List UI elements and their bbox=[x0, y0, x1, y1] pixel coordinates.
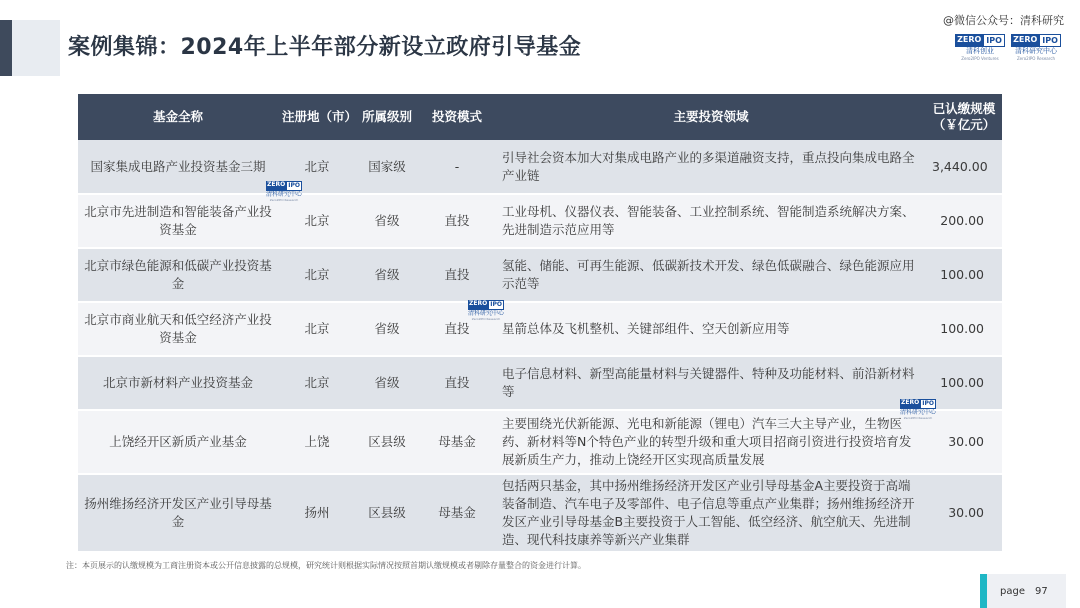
cell-amount: 200.00 bbox=[926, 194, 1002, 248]
cell-level: 国家级 bbox=[356, 140, 418, 194]
page-title: 案例集锦：2024年上半年部分新设立政府引导基金 bbox=[68, 35, 582, 60]
header-amount: 已认缴规模（￥亿元） bbox=[926, 94, 1002, 140]
cell-location: 北京 bbox=[278, 248, 356, 302]
table-row bbox=[78, 410, 1002, 474]
logo-cn-text: 清科创业 bbox=[966, 47, 994, 55]
cell-field: 氢能、储能、可再生能源、低碳新技术开发、绿色低碳融合、绿色能源应用示范等 bbox=[496, 248, 926, 302]
header-fund-name: 基金全称 bbox=[78, 94, 278, 140]
cell-level: 省级 bbox=[356, 194, 418, 248]
table-row bbox=[78, 302, 1002, 356]
logo-cn-text: 清科研究中心 bbox=[265, 191, 302, 198]
logo-ipo-text: IPO bbox=[288, 182, 300, 189]
logo-cn-text: 清科研究中心 bbox=[1015, 47, 1057, 55]
logo-zero-text: ZERO bbox=[468, 300, 488, 310]
cell-level: 区县级 bbox=[356, 474, 418, 552]
cell-mode: 直投 bbox=[418, 248, 496, 302]
cell-location: 北京 bbox=[278, 140, 356, 194]
cell-mode: 直投 bbox=[418, 356, 496, 410]
cell-field: 包括两只基金，其中扬州维扬经济开发区产业引导母基金A主要投资于高端装备制造、汽车电子及零部件、电子信息等重点产业集群；扬州维扬经济开发区产业引导母基金B主要投资于人工智能、低空经济、航空航天、先进制造、现代科技康养等新兴产业集群 bbox=[496, 474, 926, 552]
cell-field: 星箭总体及飞机整机、关键部组件、空天创新应用等 bbox=[496, 302, 926, 356]
footnote: 注：本页展示的认缴规模为工商注册资本或公开信息披露的总规模，研究统计则根据实际情况按照首期认缴规模或者剔除存量整合的资金进行计算。 bbox=[66, 561, 586, 570]
cell-mode: 母基金 bbox=[418, 474, 496, 552]
logo-en-text: Zero2IPO Ventures bbox=[961, 56, 999, 61]
zero2ipo-ventures-logo bbox=[956, 34, 1004, 62]
header-location: 注册地（市） bbox=[278, 94, 356, 140]
logo-ipo-text: IPO bbox=[490, 301, 502, 308]
cell-fund-name: 北京市新材料产业投资基金 bbox=[78, 356, 278, 410]
cell-field: 主要围绕光伏新能源、光电和新能源（锂电）汽车三大主导产业，生物医药、新材料等N个特色产业的转型升级和重大项目招商引资进行投资培育发展新质生产力，推动上饶经开区实现高质量发展 bbox=[496, 410, 926, 474]
cell-fund-name: 扬州维扬经济开发区产业引导母基金 bbox=[78, 474, 278, 552]
source-watermark: @微信公众号：清科研究 bbox=[943, 14, 1064, 27]
cell-amount: 30.00 bbox=[926, 410, 1002, 474]
page-label: page bbox=[1000, 585, 1025, 597]
cell-mode: 直投 bbox=[418, 194, 496, 248]
table-row bbox=[78, 248, 1002, 302]
cell-amount: 3,440.00 bbox=[926, 140, 1002, 194]
cell-fund-name: 国家集成电路产业投资基金三期 bbox=[78, 140, 278, 194]
cell-location: 上饶 bbox=[278, 410, 356, 474]
cell-fund-name: 北京市先进制造和智能装备产业投资基金 bbox=[78, 194, 278, 248]
logo-en-text: Zero2IPO Research bbox=[269, 198, 299, 202]
logo-ipo-text: IPO bbox=[922, 400, 934, 407]
watermark-logo bbox=[898, 399, 938, 420]
watermark-logo bbox=[264, 181, 304, 202]
cell-level: 省级 bbox=[356, 248, 418, 302]
table-row bbox=[78, 356, 1002, 410]
logo-ipo-text: IPO bbox=[1039, 34, 1061, 47]
cell-field: 引导社会资本加大对集成电路产业的多渠道融资支持，重点投向集成电路全产业链 bbox=[496, 140, 926, 194]
cell-amount: 100.00 bbox=[926, 248, 1002, 302]
left-accent-block bbox=[12, 20, 60, 76]
table-row bbox=[78, 474, 1002, 552]
logo-zero-text: ZERO bbox=[900, 399, 920, 409]
logo-cn-text: 清科研究中心 bbox=[467, 310, 504, 317]
table-header-row bbox=[78, 94, 1002, 140]
logo-group bbox=[956, 34, 1060, 62]
header-mode: 投资模式 bbox=[418, 94, 496, 140]
cell-field: 电子信息材料、新型高能量材料与关键器件、特种及功能材料、前沿新材料等 bbox=[496, 356, 926, 410]
cell-fund-name: 上饶经开区新质产业基金 bbox=[78, 410, 278, 474]
page-accent-bar bbox=[980, 574, 987, 608]
fund-table bbox=[78, 94, 1002, 553]
cell-mode: - bbox=[418, 140, 496, 194]
page-indicator bbox=[980, 574, 1066, 608]
cell-location: 北京 bbox=[278, 302, 356, 356]
header-field: 主要投资领域 bbox=[496, 94, 926, 140]
page-number: 97 bbox=[1034, 585, 1048, 597]
logo-zero-text: ZERO bbox=[955, 34, 983, 47]
logo-en-text: Zero2IPO Research bbox=[471, 317, 501, 321]
watermark-logo bbox=[466, 300, 506, 321]
cell-mode: 直投 bbox=[418, 302, 496, 356]
logo-zero-text: ZERO bbox=[266, 181, 286, 191]
cell-fund-name: 北京市绿色能源和低碳产业投资基金 bbox=[78, 248, 278, 302]
logo-en-text: Zero2IPO Research bbox=[903, 416, 933, 420]
cell-level: 省级 bbox=[356, 302, 418, 356]
cell-location: 北京 bbox=[278, 356, 356, 410]
cell-amount: 30.00 bbox=[926, 474, 1002, 552]
header-level: 所属级别 bbox=[356, 94, 418, 140]
cell-location: 北京 bbox=[278, 194, 356, 248]
cell-fund-name: 北京市商业航天和低空经济产业投资基金 bbox=[78, 302, 278, 356]
table-row bbox=[78, 140, 1002, 194]
cell-amount: 100.00 bbox=[926, 356, 1002, 410]
logo-en-text: Zero2IPO Research bbox=[1016, 56, 1056, 61]
left-accent-bar bbox=[0, 20, 12, 76]
zero2ipo-research-logo bbox=[1012, 34, 1060, 62]
logo-cn-text: 清科研究中心 bbox=[899, 409, 936, 416]
table-row bbox=[78, 194, 1002, 248]
cell-mode: 母基金 bbox=[418, 410, 496, 474]
cell-level: 省级 bbox=[356, 356, 418, 410]
logo-zero-text: ZERO bbox=[1011, 34, 1039, 47]
cell-field: 工业母机、仪器仪表、智能装备、工业控制系统、智能制造系统解决方案、先进制造示范应用等 bbox=[496, 194, 926, 248]
cell-amount: 100.00 bbox=[926, 302, 1002, 356]
cell-location: 扬州 bbox=[278, 474, 356, 552]
cell-level: 区县级 bbox=[356, 410, 418, 474]
logo-ipo-text: IPO bbox=[983, 34, 1005, 47]
